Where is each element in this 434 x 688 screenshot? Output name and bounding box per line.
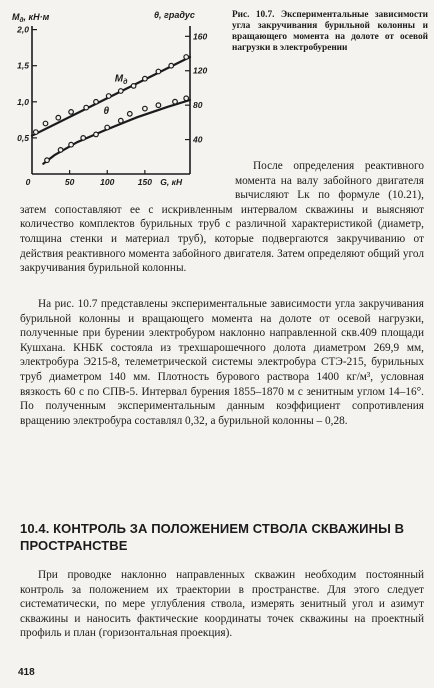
series-1-line <box>43 100 190 164</box>
series-layer <box>32 55 190 164</box>
y-right-tick-label-1: 80 <box>193 100 203 111</box>
series-0-label-subscript: д <box>123 79 128 87</box>
x-tick-label-1: 100 <box>100 177 115 187</box>
section-heading: 10.4. КОНТРОЛЬ ЗА ПОЛОЖЕНИЕМ СТВОЛА СКВАЖИНЫ В ПРОСТРАНСТВЕ <box>20 521 405 553</box>
x-axis-label: G, кН <box>160 177 183 187</box>
series-1-point-2 <box>69 142 74 147</box>
series-1-point-10 <box>173 99 178 104</box>
figure-caption <box>232 10 428 54</box>
paragraph-1: После определения реактивного момента на валу забойного двигателя вычисляют Lк по формуле (10.21), затем сопоставляют ее с искривленным интервалом скважины и выясняют количество комплектов бурильных труб с различной характеристикой (диаметр, толщина стенки и материал труб), которые подвергаются закручиванию от действия реактивного момента забойного двигателя. Затем определяют общий угол закручивания бурильной колонны. <box>20 160 424 275</box>
x-tick-label-0: 50 <box>64 177 75 187</box>
series-0-point-12 <box>184 55 189 60</box>
series-0-point-9 <box>143 76 148 81</box>
y-left-label-unit: , кН·м <box>23 12 50 22</box>
y-right-tick-label-2: 120 <box>193 65 208 76</box>
series-1-point-6 <box>119 118 124 123</box>
y-left-label: $M_д$, кН·м <box>12 12 50 24</box>
y-right-tick-label-3: 160 <box>193 31 208 42</box>
paragraph-2: На рис. 10.7 представлены экспериментальные зависимости угла закручивания бурильной колонны и вращающего момента на долоте от осевой нагрузки, полученные при бурении электробуром наклонно направленной скв.409 площади Кушхана. КНБК состояла из трехшарошечного долота диаметром 269,9 мм, электробура Э215-8, телеметрической системы электробура СТЭ-215, бурильных труб диаметром 140 мм. Плотность бурового раствора 1400 кг/м³, условная вязкость 60 с по СПВ-5. Интервал бурения 1855–1870 м с зенитным углом 14–16°. По полученным экспериментальным данным коэффициент сопротивления вращению электробура составлял 0,32, а бурильной колонны – 0,28. <box>20 298 424 427</box>
series-1-point-11 <box>184 96 189 101</box>
page-number: 418 <box>18 667 35 678</box>
series-0-label: $M_д$ <box>114 73 128 87</box>
series-0-point-2 <box>56 115 61 120</box>
series-1-point-3 <box>81 136 86 141</box>
series-0-point-8 <box>131 84 136 89</box>
series-0-point-11 <box>169 63 174 68</box>
series-0-point-7 <box>119 89 124 94</box>
paragraph-3: При проводке наклонно направленных скважин необходим постоянный контроль за положением их траектории в пространстве. Для этого следует систематически, по мере углубления ствола, измерять зенитный угол и азимут скважины и наносить фактические координаты точек скважины на проектный профиль и план (горизонтальная проекция). <box>20 569 424 640</box>
y-left-label-subscript: д <box>19 17 24 24</box>
series-1-point-9 <box>156 103 161 108</box>
y-left-tick-label-3: 2,0 <box>17 24 29 35</box>
series-0-point-6 <box>106 94 111 99</box>
x-origin-label: 0 <box>25 177 31 187</box>
series-1-point-4 <box>94 132 99 137</box>
series-0-point-1 <box>43 121 48 126</box>
y-right-tick-label-0: 40 <box>193 134 203 145</box>
y-left-tick-label-0: 0,5 <box>17 132 29 143</box>
y-left-tick-label-2: 1,5 <box>17 60 29 71</box>
series-0-point-4 <box>84 105 89 110</box>
axes <box>32 26 190 174</box>
caption-text: Экспериментальные зависимости угла закручивания бурильной колонны и вращающего момента на долоте от осевой нагрузки в электробурении <box>232 10 429 53</box>
series-0-point-10 <box>156 69 161 74</box>
series-0-point-0 <box>34 130 39 135</box>
series-1-point-7 <box>128 112 133 117</box>
y-left-tick-label-1: 1,0 <box>17 96 29 107</box>
series-1-label: θ <box>103 105 110 117</box>
caption-label: Рис. 10.7. <box>232 10 275 20</box>
y-right-label: θ, градус <box>154 10 195 20</box>
series-1-point-5 <box>105 125 110 130</box>
series-1-point-8 <box>143 106 148 111</box>
x-tick-label-2: 150 <box>137 177 152 187</box>
series-0-point-3 <box>69 110 74 115</box>
series-0-point-5 <box>94 100 99 105</box>
series-1-point-1 <box>58 148 63 153</box>
